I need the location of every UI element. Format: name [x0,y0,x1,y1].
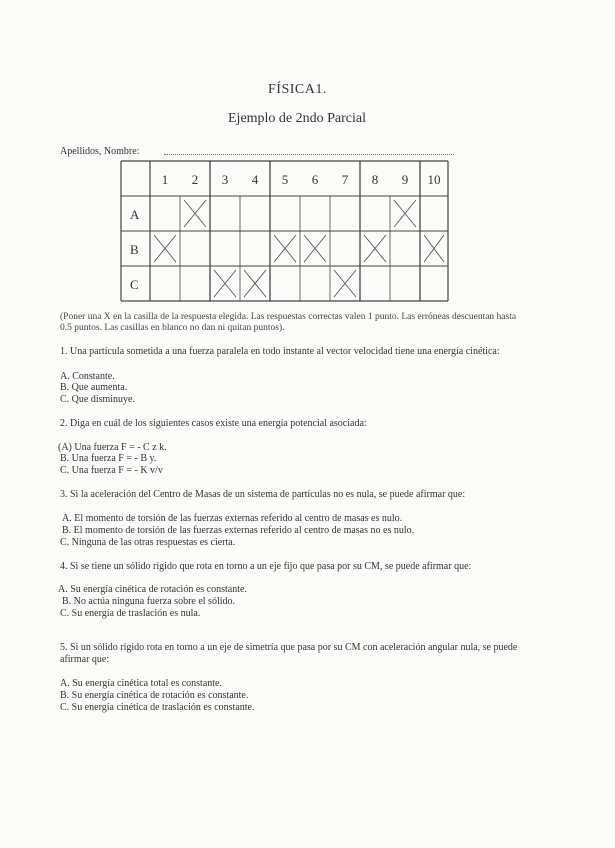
page-subtitle: Ejemplo de 2ndo Parcial [228,111,367,126]
question-3-option-a[interactable]: A. El momento de torsión de las fuerzas externas referido al centro de masas es nulo. [62,513,403,524]
grid-answer-mark [154,235,176,262]
question-5-text: 5. Si un sólido rígido rota en torno a un eje de simetría que pasa por su CM con aceleración angular nula, se puede afirmar que: [60,642,518,665]
grid-answer-mark [244,270,266,297]
grid-column-label: 6 [311,172,319,187]
question-4-option-c[interactable]: C. Su energía de traslación es nula. [60,608,201,619]
grid-row-label: A [130,207,140,222]
grid-column-label: 7 [341,172,349,187]
grid-answer-mark [304,235,326,262]
question-1-option-b[interactable]: B. Que aumenta. [60,382,128,393]
grid-answer-mark [334,270,356,297]
question-3-option-c[interactable]: C. Ninguna de las otras respuestas es cierta. [60,537,236,548]
question-5-option-a[interactable]: A. Su energía cinética total es constante. [60,678,222,689]
question-2-option-b[interactable]: B. Una fuerza F = - B y. [60,453,157,464]
question-5-option-c[interactable]: C. Su energía cinética de traslación es constante. [60,702,255,713]
question-4-text: 4. Si se tiene un sólido rígido que rota en torno a un eje fijo que pasa por su CM, se puede afirmar que: [60,561,472,572]
question-2-option-a[interactable]: (A) Una fuerza F = - C z k. [58,442,167,453]
grid-row-label: B [130,242,139,257]
name-label: Apellidos, Nombre: [60,146,140,157]
answer-grid [120,160,450,302]
question-2-text: 2. Diga en cuál de los siguientes casos existe una energía potencial asociada: [60,418,367,429]
question-1-text: 1. Una partícula sometida a una fuerza paralela en todo instante al vector velocidad tiene una energía cinética: [60,346,500,357]
grid-column-label: 10 [427,172,441,187]
grid-column-label: 9 [401,172,409,187]
grid-answer-mark [424,235,444,262]
question-1-option-c[interactable]: C. Que disminuye. [60,394,135,405]
grid-column-label: 3 [221,172,229,187]
question-4-option-b[interactable]: B. No actúa ninguna fuerza sobre el sólido. [62,596,236,607]
question-1-option-a[interactable]: A. Constante. [60,371,115,382]
grid-row-label: C [130,277,139,292]
grid-answer-mark [184,200,206,227]
grid-column-label: 2 [191,172,199,187]
grid-column-label: 5 [281,172,289,187]
grid-answer-mark [274,235,296,262]
instructions-note: (Poner una X en la casilla de la respuesta elegida. Las respuestas correctas valen 1 punto. Las erróneas descuentan hasta 0.5 puntos. Las casillas en blanco no dan ni quitan puntos). [60,312,517,333]
question-3-option-b[interactable]: B. El momento de torsión de las fuerzas externas referido al centro de masas no es nulo. [62,525,415,536]
grid-answer-mark [394,200,416,227]
name-field-line[interactable] [164,153,454,155]
grid-column-label: 4 [251,172,259,187]
question-4-option-a[interactable]: A. Su energía cinética de rotación es constante. [58,584,247,595]
page-title: FÍSICA1. [268,82,327,97]
grid-answer-mark [214,270,236,297]
question-5-option-b[interactable]: B. Su energía cinética de rotación es constante. [60,690,249,701]
grid-answer-mark [364,235,386,262]
question-3-text: 3. Si la aceleración del Centro de Masas de un sistema de partículas no es nula, se puede afirmar que: [60,489,466,500]
grid-column-label: 1 [161,172,169,187]
grid-column-label: 8 [371,172,379,187]
question-2-option-c[interactable]: C. Una fuerza F = - K v/v [60,465,163,476]
